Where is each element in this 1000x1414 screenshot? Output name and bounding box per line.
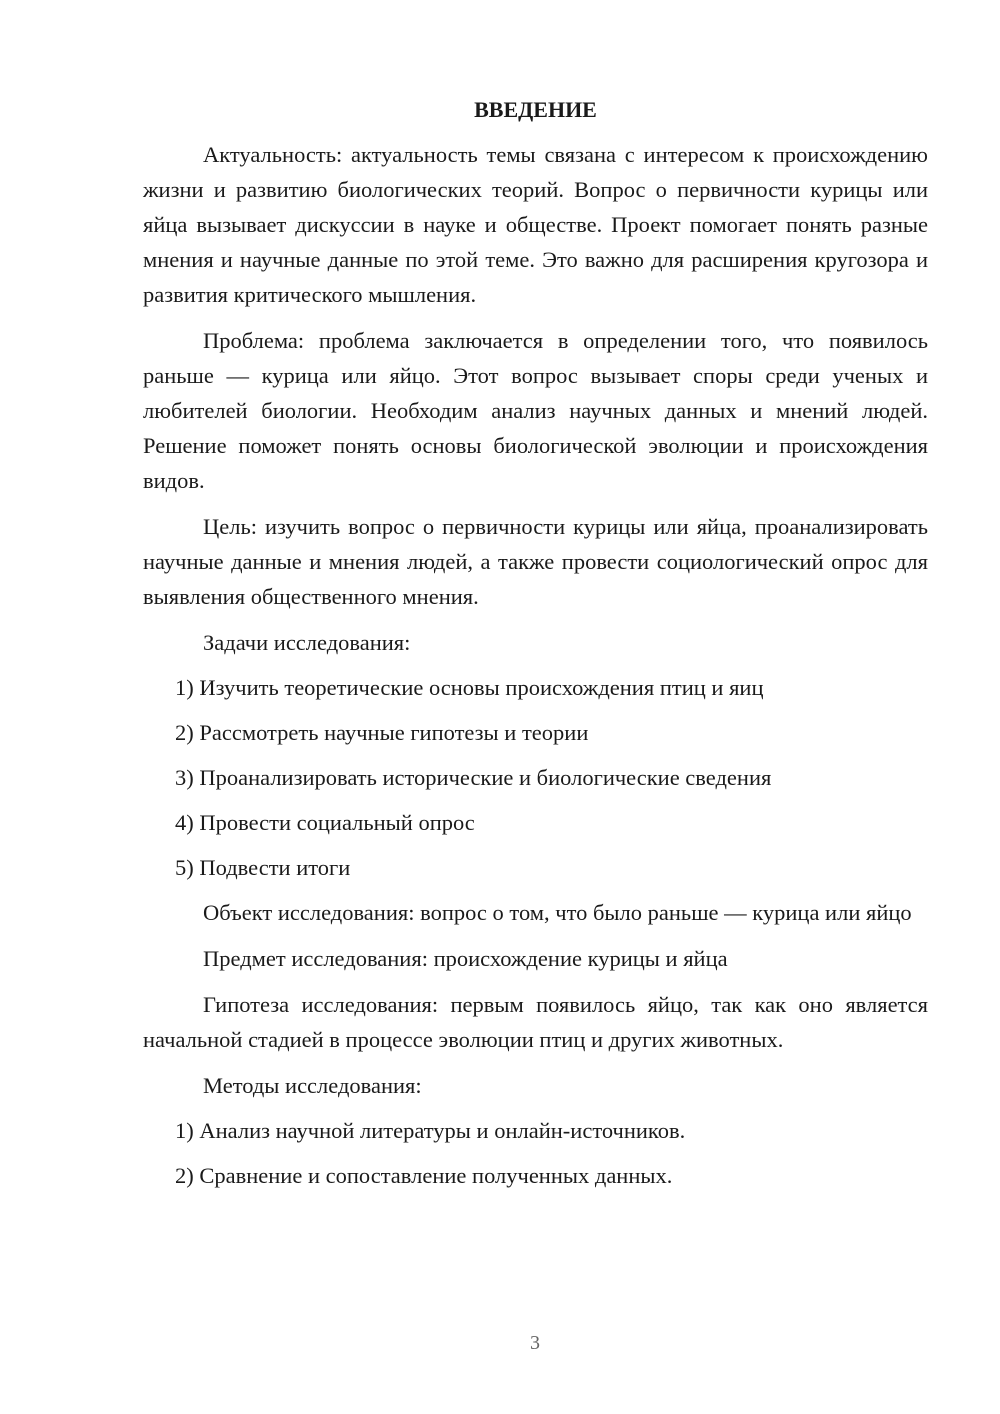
list-item: 5) Подвести итоги (175, 855, 351, 880)
page-content (143, 92, 928, 1203)
list-item: 4) Провести социальный опрос (175, 810, 475, 835)
list-item: 1) Анализ научной литературы и онлайн-источников. (175, 1118, 686, 1143)
hypothesis-paragraph: Гипотеза исследования: первым появилось яйцо, так как оно является начальной стадией в процессе эволюции птиц и других животных. (143, 992, 928, 1052)
tasks-title: Задачи исследования: (203, 630, 411, 655)
goal-paragraph: Цель: изучить вопрос о первичности курицы или яйца, проанализировать научные данные и мнения людей, а также провести социологический опрос для выявления общественного мнения. (143, 514, 928, 609)
page-heading: ВВЕДЕНИЕ (474, 97, 597, 122)
list-item: 2) Сравнение и сопоставление полученных данных. (175, 1163, 673, 1188)
problem-paragraph: Проблема: проблема заключается в определении того, что появилось раньше — курица или яйцо. Этот вопрос вызывает споры среди ученых и любителей биологии. Необходим анализ научных данных и мнений людей. Решение поможет понять основы биологической эволюции и происхождения видов. (143, 328, 928, 493)
tasks-list (143, 670, 928, 885)
list-item: 3) Проанализировать исторические и биологические сведения (175, 765, 772, 790)
page-number: 3 (530, 1332, 540, 1354)
object-paragraph: Объект исследования: вопрос о том, что было раньше — курица или яйцо (203, 900, 912, 925)
subject-paragraph: Предмет исследования: происхождение курицы и яйца (203, 946, 728, 971)
list-item: 2) Рассмотреть научные гипотезы и теории (175, 720, 589, 745)
methods-title: Методы исследования: (203, 1073, 422, 1098)
list-item: 1) Изучить теоретические основы происхождения птиц и яиц (175, 675, 764, 700)
relevance-paragraph: Актуальность: актуальность темы связана с интересом к происхождению жизни и развитию биологических теорий. Вопрос о первичности курицы или яйца вызывает дискуссии в науке и обществе. Проект помогает понять разные мнения и научные данные по этой теме. Это важно для расширения кругозора и развития критического мышления. (143, 142, 928, 307)
methods-list (143, 1113, 928, 1193)
